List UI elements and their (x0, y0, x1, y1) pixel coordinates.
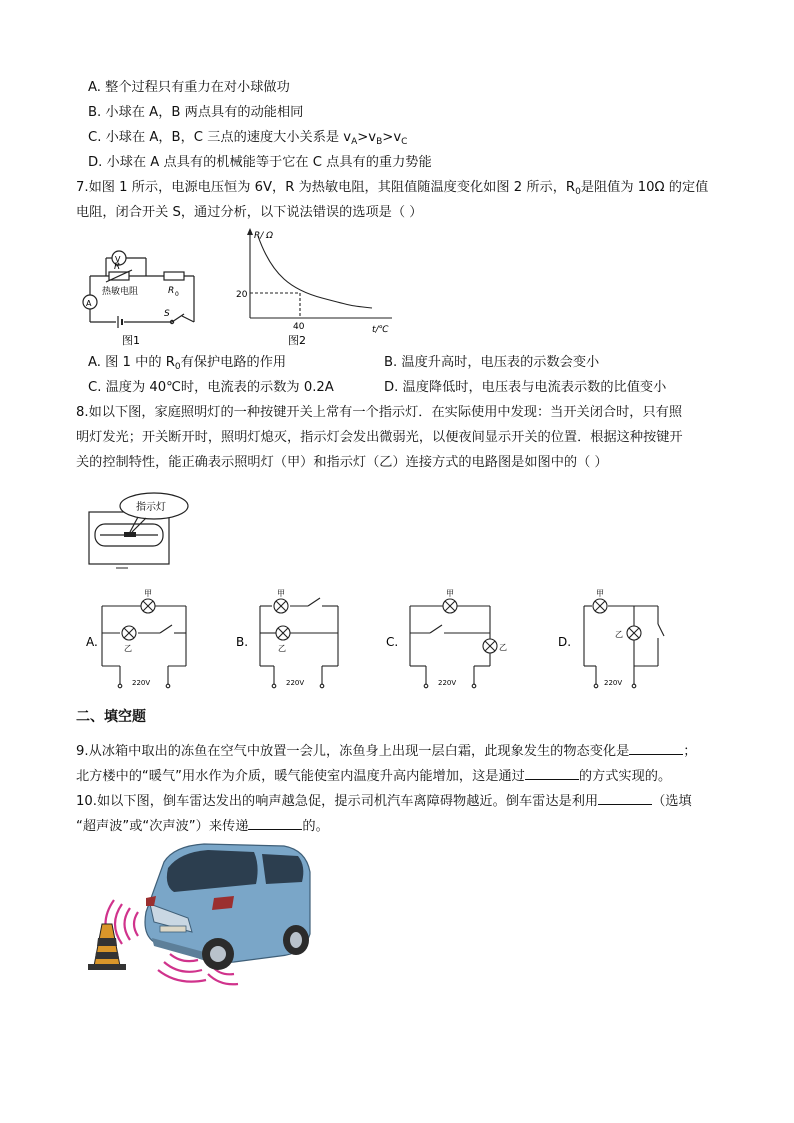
circuit-option-c (386, 588, 516, 693)
lamp-jia-label: 甲 (446, 589, 454, 598)
q7-option-a-text: A. 图 1 中的 R (88, 355, 175, 370)
q10-line1 (76, 791, 692, 811)
reversing-radar-illustration (84, 842, 314, 992)
r0-label: R (168, 286, 175, 296)
q7-stem-text: 7.如图 1 所示，电源电压恒为 6V，R 为热敏电阻，其阻值随温度变化如图 2 所示，R (76, 180, 576, 195)
option-c-label: C. (386, 635, 399, 649)
q7-stem-text-end: 是阻值为 10Ω 的定值 (580, 180, 709, 195)
circuit-option-d (556, 588, 676, 693)
q6-option-b: B. 小球在 A，B 两点具有的动能相同 (88, 105, 304, 120)
option-d-label: D. (558, 635, 572, 649)
answer-blank[interactable] (525, 766, 579, 780)
fig1-caption: 图1 (122, 334, 140, 347)
q9-line1 (76, 741, 696, 761)
option-b-label: B. (236, 635, 249, 649)
lamp-yi-label: 乙 (124, 644, 132, 653)
q10-line2-text: “超声波”或“次声波”）来传递 (76, 819, 249, 834)
q7-stem-line2: 电阻，闭合开关 S，通过分析，以下说法错误的选项是（ ） (76, 205, 423, 220)
q9-line1-text: 9.从冰箱中取出的冻鱼在空气中放置一会儿，冻鱼身上出现一层白霜，此现象发生的物态变化是 (76, 744, 630, 759)
q7-option-a (88, 354, 286, 376)
answer-blank[interactable] (248, 816, 302, 830)
supply-label: 220V (438, 679, 457, 687)
switch-indicator-illustration (88, 488, 198, 570)
answer-blank[interactable] (598, 791, 652, 805)
subscript: 0 (174, 362, 181, 372)
thermistor-label: 热敏电阻 (102, 287, 139, 297)
x-tick-40: 40 (293, 322, 305, 332)
q6-option-a: A. 整个过程只有重力在对小球做功 (88, 80, 290, 95)
subscript: B (376, 137, 383, 147)
q10-line2-end: 的。 (302, 819, 329, 834)
r-label: R (114, 262, 121, 272)
q7-option-d: D. 温度降低时，电压表与电流表示数的比值变小 (384, 380, 667, 395)
q6-option-d: D. 小球在 A 点具有的机械能等于它在 C 点具有的重力势能 (88, 155, 432, 170)
q6-option-c-text: C. 小球在 A，B，C 三点的速度大小关系是 v (88, 130, 352, 145)
q7-option-a-end: 有保护电路的作用 (180, 355, 287, 370)
q7-fig2-graph (232, 226, 402, 348)
q10-line1-text: 10.如以下图，倒车雷达发出的响声越急促，提示司机汽车离障碍物越近。倒车雷达是利用 (76, 794, 599, 809)
subscript: 0 (575, 187, 581, 197)
supply-label: 220V (604, 679, 623, 687)
circuit-option-b (236, 588, 356, 693)
supply-label: 220V (286, 679, 305, 687)
q9-line2 (76, 766, 671, 786)
q10-line1-end: （选填 (652, 794, 692, 809)
q8-stem-line1: 8.如以下图，家庭照明灯的一种按键开关上常有一个指示灯．在实际使用中发现：当开关闭合时，只有照 (76, 405, 683, 420)
q7-option-b: B. 温度升高时，电压表的示数会变小 (384, 355, 600, 370)
fig2-caption: 图2 (288, 334, 306, 347)
option-a-label: A. (86, 635, 98, 649)
lamp-yi-label: 乙 (499, 643, 507, 652)
supply-label: 220V (132, 679, 151, 687)
voltmeter-label: V (115, 255, 121, 264)
lamp-jia-label: 甲 (596, 589, 604, 598)
q8-stem-line2: 明灯发光；开关断开时，照明灯熄灭，指示灯会发出微弱光，以便夜间显示开关的位置．根据这种按键开 (76, 430, 683, 445)
section-heading: 二、填空题 (76, 709, 146, 725)
answer-blank[interactable] (629, 741, 683, 755)
x-axis-label: t/℃ (372, 325, 389, 335)
subscript: C (401, 137, 408, 147)
q9-line2-end: 的方式实现的。 (578, 769, 672, 784)
q9-line2-text: 北方楼中的“暖气”用水作为介质，暖气能使室内温度升高内能增加，这是通过 (76, 769, 525, 784)
traffic-cone (88, 924, 126, 970)
subscript: A (351, 137, 358, 147)
switch-label: S (164, 309, 170, 319)
y-axis-label: R/ Ω (254, 231, 274, 241)
circuit-option-a (84, 588, 204, 693)
lamp-yi-label: 乙 (615, 630, 623, 639)
lamp-jia-label: 甲 (144, 589, 152, 598)
ammeter-label: A (86, 299, 92, 308)
lamp-yi-label: 乙 (278, 644, 286, 653)
bubble-label: 指示灯 (136, 502, 166, 513)
gt-sign: >v (382, 130, 402, 145)
q7-fig1-circuit (76, 238, 206, 348)
q8-stem-line3: 关的控制特性，能正确表示照明灯（甲）和指示灯（乙）连接方式的电路图是如图中的（ ） (76, 455, 608, 470)
q7-option-c: C. 温度为 40℃时，电流表的示数为 0.2A (88, 380, 334, 395)
lamp-jia-label: 甲 (277, 589, 285, 598)
q6-option-c (88, 129, 407, 151)
q10-line2 (76, 816, 329, 836)
q7-stem-line1 (76, 179, 708, 201)
car (145, 844, 310, 970)
q9-line1-end: ； (683, 744, 697, 759)
r0-subscript: 0 (175, 291, 179, 298)
y-tick-20: 20 (236, 290, 248, 300)
gt-sign: >v (357, 130, 377, 145)
